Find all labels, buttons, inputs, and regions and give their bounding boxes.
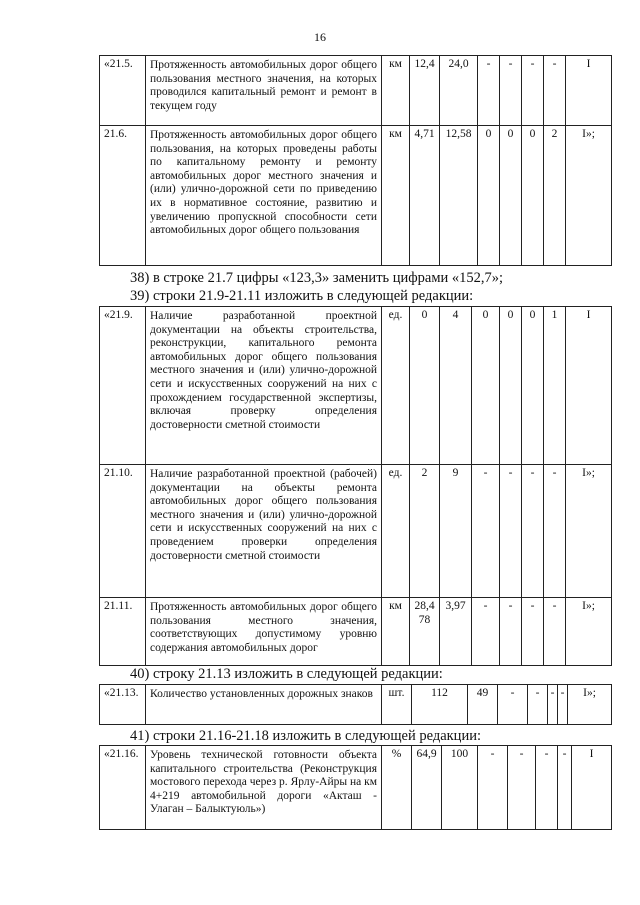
row-value: - — [528, 685, 548, 725]
row-value: - — [558, 685, 568, 725]
row-value: 112 — [412, 685, 468, 725]
row-value: I»; — [566, 126, 612, 266]
table-row — [100, 746, 612, 830]
row-value: - — [478, 56, 500, 126]
row-value: - — [498, 685, 528, 725]
row-number: «21.5. — [100, 56, 146, 126]
row-value: 0 — [472, 307, 500, 465]
row-value: I»; — [566, 465, 612, 598]
row-value: I»; — [568, 685, 612, 725]
row-value: 49 — [468, 685, 498, 725]
row-value: 1 — [544, 307, 566, 465]
row-value: - — [544, 598, 566, 666]
table-rows-21-5-21-6 — [99, 55, 612, 266]
row-value: 0 — [500, 126, 522, 266]
row-description: Протяженность автомобильных дорог общего пользования местного значения, на которых проводился капитальный ремонт и ремонт в текущем году — [146, 56, 382, 126]
row-description: Наличие разработанной проектной (рабочей) документации на объекты ремонта автомобильных дорог общего пользования местного значения и (или) улично-дорожной сети и искусственных сооружений на них с проведением проверки определения достоверности сметной стоимости — [146, 465, 382, 598]
row-value: - — [508, 746, 536, 830]
row-value: 100 — [442, 746, 478, 830]
page-number: 16 — [314, 30, 326, 44]
row-value: - — [548, 685, 558, 725]
row-unit: ед. — [382, 465, 410, 598]
row-value: - — [522, 465, 544, 598]
table-row — [100, 465, 612, 598]
row-description: Количество установленных дорожных знаков — [146, 685, 382, 725]
row-value: - — [500, 56, 522, 126]
row-value: 2 — [410, 465, 440, 598]
row-value: - — [472, 465, 500, 598]
row-value: 12,4 — [410, 56, 440, 126]
table-row — [100, 685, 612, 725]
row-value: - — [500, 598, 522, 666]
instruction-38: 38) в строке 21.7 цифры «123,3» заменить цифрами «152,7»; — [130, 270, 504, 286]
row-value: - — [536, 746, 558, 830]
row-value: - — [558, 746, 572, 830]
row-value: 28,478 — [410, 598, 440, 666]
row-value: 24,0 — [440, 56, 478, 126]
row-number: 21.6. — [100, 126, 146, 266]
table-row — [100, 307, 612, 465]
table-row — [100, 598, 612, 666]
row-unit: ед. — [382, 307, 410, 465]
table-rows-21-9-21-11 — [99, 306, 612, 666]
row-number: 21.10. — [100, 465, 146, 598]
row-value: - — [544, 465, 566, 598]
row-value: - — [478, 746, 508, 830]
row-unit: шт. — [382, 685, 412, 725]
instruction-39: 39) строки 21.9-21.11 изложить в следующей редакции: — [130, 288, 474, 304]
row-value: - — [544, 56, 566, 126]
row-value: - — [500, 465, 522, 598]
row-number: «21.9. — [100, 307, 146, 465]
table-row-21-16 — [99, 745, 612, 830]
row-value: 0 — [478, 126, 500, 266]
row-value: I — [566, 307, 612, 465]
row-value: 0 — [410, 307, 440, 465]
row-value: 2 — [544, 126, 566, 266]
table-row — [100, 126, 612, 266]
row-number: 21.11. — [100, 598, 146, 666]
row-number: «21.16. — [100, 746, 146, 830]
row-value: 0 — [522, 307, 544, 465]
row-value: 3,97 — [440, 598, 472, 666]
row-value: I»; — [566, 598, 612, 666]
row-number: «21.13. — [100, 685, 146, 725]
row-value: I — [566, 56, 612, 126]
instruction-41: 41) строки 21.16-21.18 изложить в следующей редакции: — [130, 728, 481, 744]
row-unit: км — [382, 126, 410, 266]
row-description: Протяженность автомобильных дорог общего пользования, на которых проведены работы по капитальному ремонту и ремонту автомобильных дорог местного значения и (или) улично-дорожной сети по приведению их в нормативное состояние, развитию и увеличению пропускной способности сети автомобильных дорог общего пользования — [146, 126, 382, 266]
row-value: 4 — [440, 307, 472, 465]
table-row-21-13 — [99, 684, 612, 725]
instruction-40: 40) строку 21.13 изложить в следующей редакции: — [130, 666, 443, 682]
row-value: 9 — [440, 465, 472, 598]
row-value: 12,58 — [440, 126, 478, 266]
row-description: Уровень технической готовности объекта капитального строительства (Реконструкция мостового перехода через р. Ярлу-Айры на км 4+219 автомобильной дороги «Акташ - Улаган – Балыктуюль») — [146, 746, 382, 830]
row-value: 64,9 — [412, 746, 442, 830]
row-description: Протяженность автомобильных дорог общего пользования местного значения, соответствующих допустимому уровню содержания автомобильных дорог — [146, 598, 382, 666]
row-value: 0 — [500, 307, 522, 465]
row-value: 4,71 — [410, 126, 440, 266]
table-row — [100, 56, 612, 126]
row-value: - — [522, 598, 544, 666]
row-unit: км — [382, 56, 410, 126]
row-value: I — [572, 746, 612, 830]
row-unit: % — [382, 746, 412, 830]
row-value: - — [472, 598, 500, 666]
row-value: 0 — [522, 126, 544, 266]
row-value: - — [522, 56, 544, 126]
row-unit: км — [382, 598, 410, 666]
row-description: Наличие разработанной проектной документации на объекты строительства, реконструкции, капитального ремонта автомобильных дорог общего пользования местного значения и (или) улично-дорожной сети и искусственных сооружений на них с прохождением государственной экспертизы, включая проверку определения достоверности сметной стоимости — [146, 307, 382, 465]
